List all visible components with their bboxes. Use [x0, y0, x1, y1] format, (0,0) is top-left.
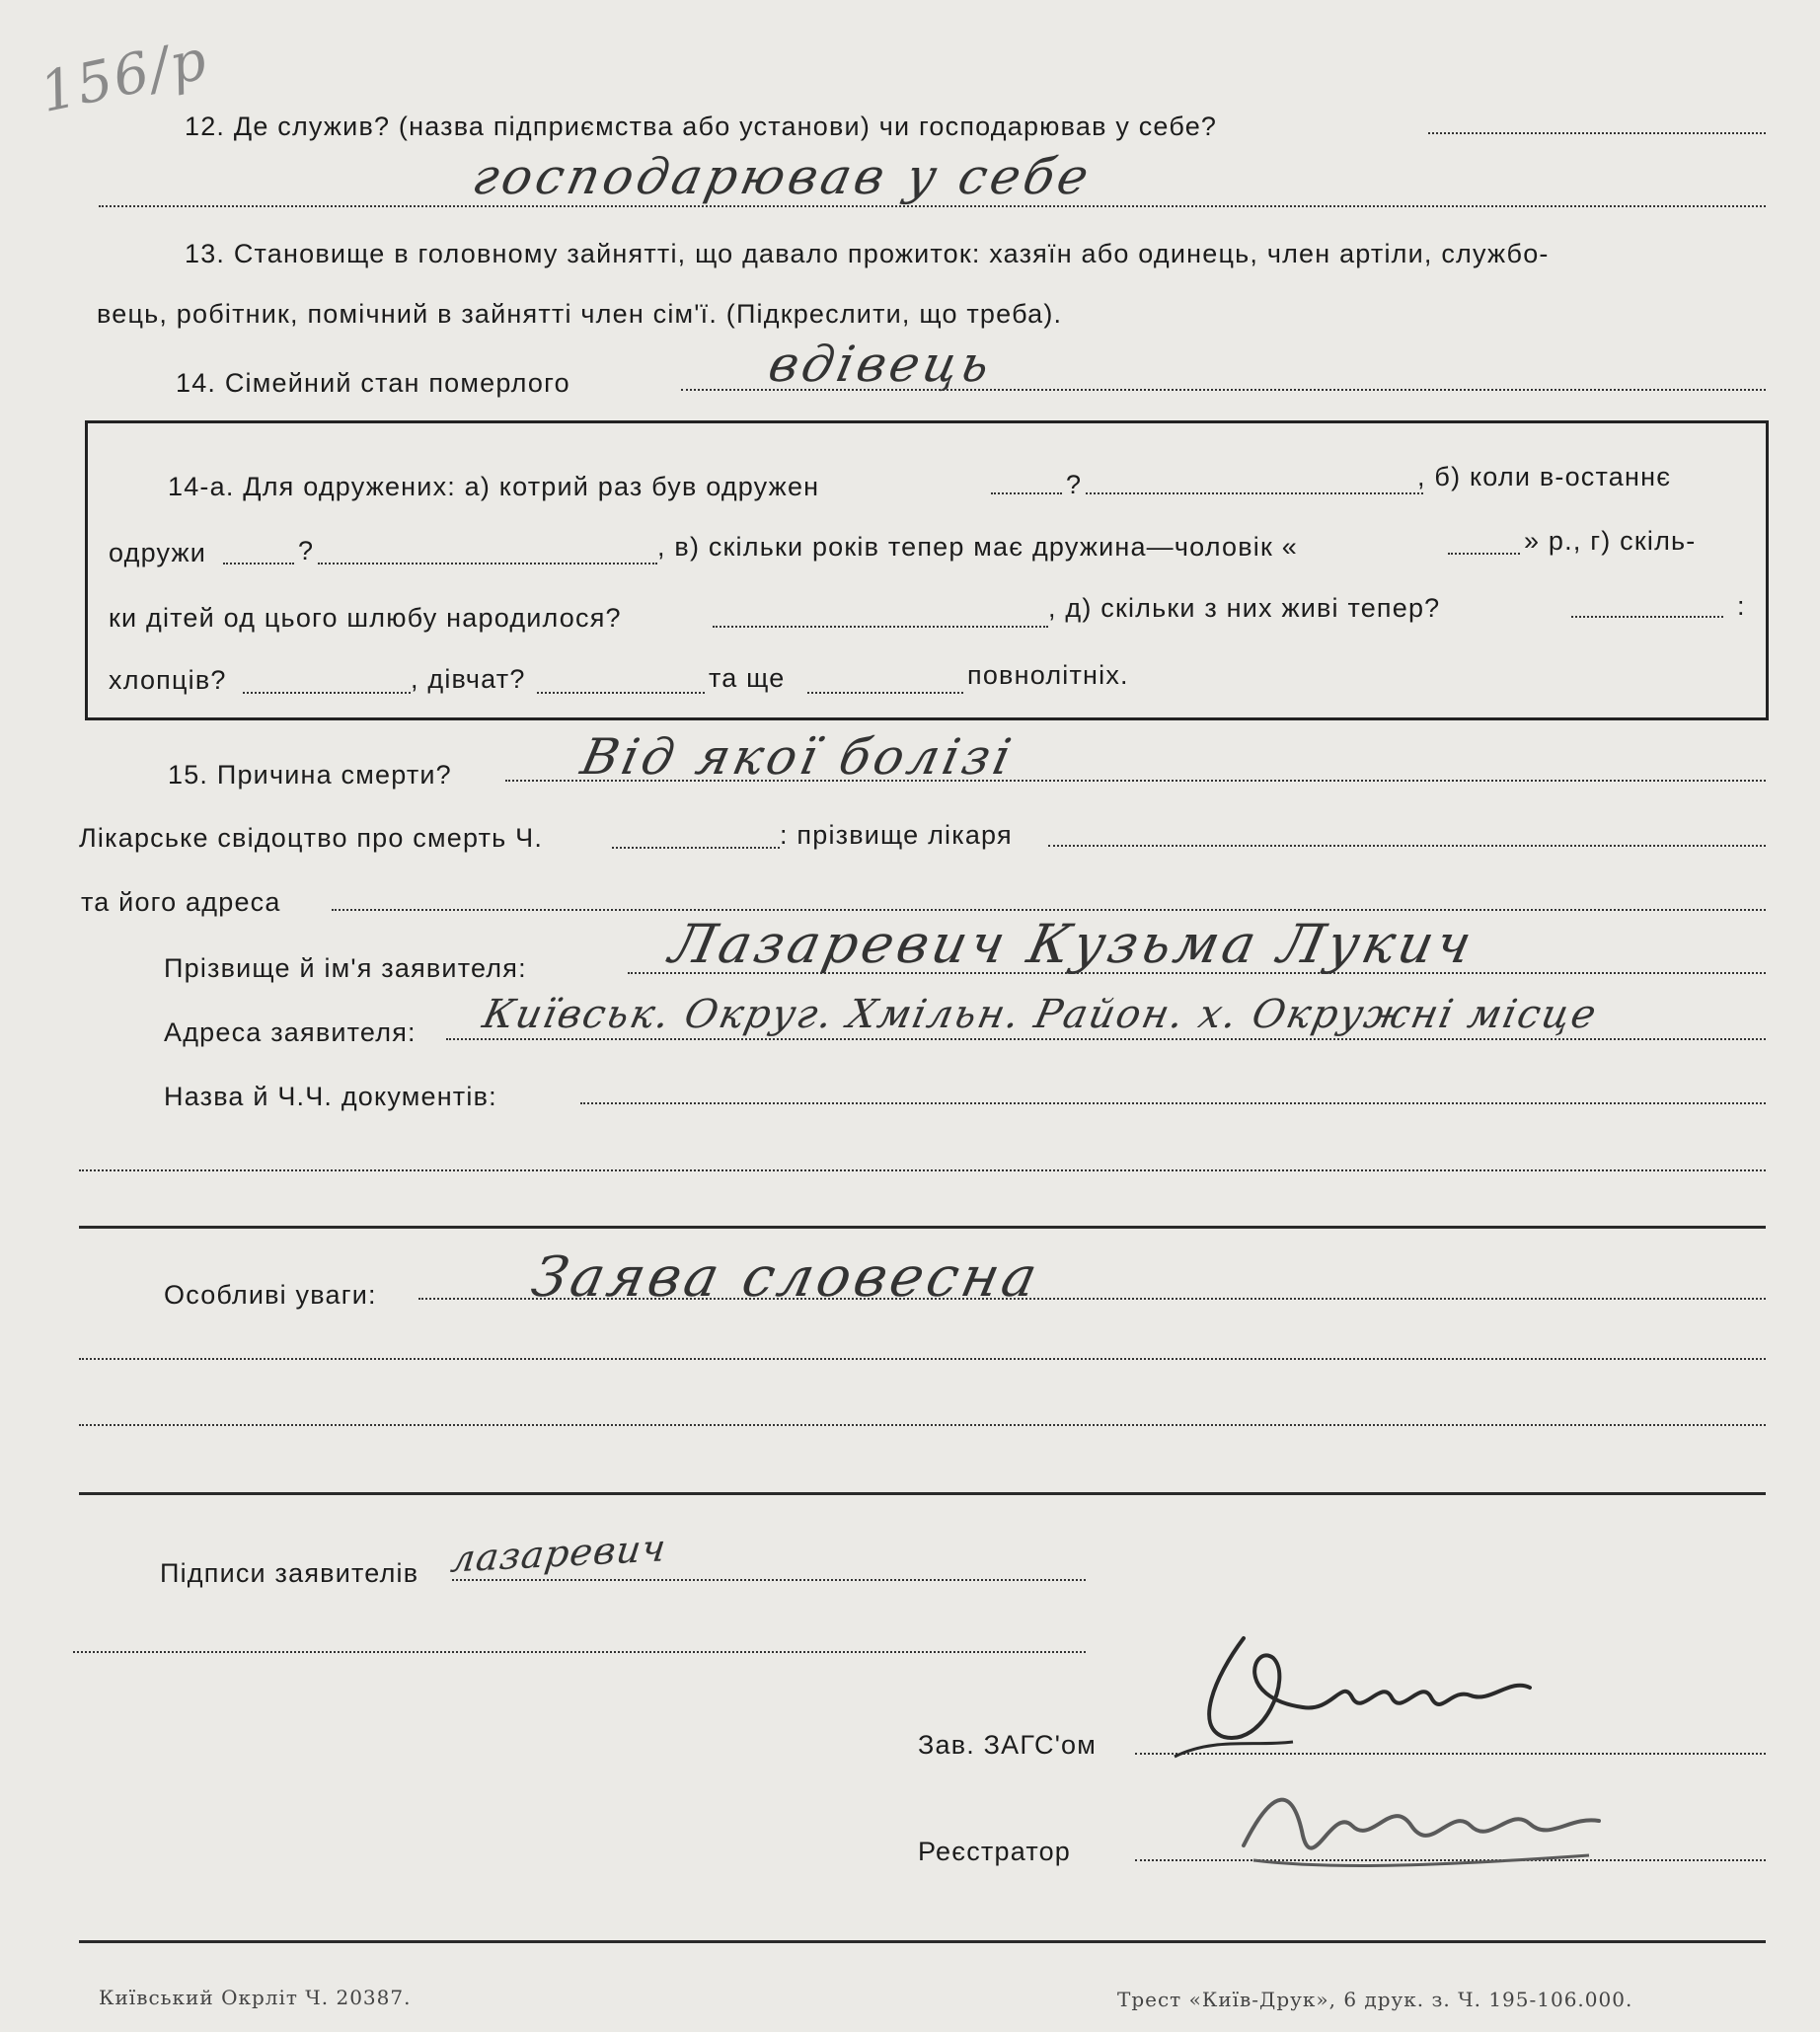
applicant-signatures-fill-2 [73, 1651, 1086, 1653]
q14a-fill-4 [318, 563, 657, 564]
divider-2 [79, 1492, 1766, 1495]
notes-fill-2 [79, 1358, 1766, 1360]
applicant-signatures-fill [452, 1579, 1086, 1581]
applicant-signatures-label: Підписи заявителів [160, 1558, 419, 1588]
q14a-fill-5 [1448, 553, 1520, 555]
q13-line2: вець, робітник, помічний в зайнятті член сім'ї. (Підкреслити, що треба). [97, 299, 1063, 329]
registrar-label: Реєстратор [918, 1837, 1072, 1866]
q12-answer-line [99, 205, 1766, 207]
q14a-fill-1 [991, 492, 1062, 494]
q14a-text-7: » р., г) скіль- [1524, 526, 1697, 556]
q14a-text-10: : [1737, 591, 1746, 621]
q14a-fill-8 [243, 692, 411, 694]
q14a-fill-10 [807, 692, 963, 694]
doctor-address-label: та його адреса [81, 887, 281, 917]
doctor-label: : прізвище лікаря [780, 820, 1013, 850]
q15-fill-line [505, 780, 1766, 782]
divider-1 [79, 1226, 1766, 1229]
q14a-text-5: ? [298, 536, 315, 565]
applicant-address-value: Київськ. Округ. Хмільн. Район. х. Окружні місце [479, 992, 1602, 1037]
notes-fill-3 [79, 1424, 1766, 1426]
applicant-signature: лазаревич [448, 1526, 669, 1581]
q14a-text-9: , д) скільки з них живі тепер? [1048, 593, 1441, 623]
documents-fill-2 [79, 1169, 1766, 1171]
applicant-name-value: Лазаревич Кузьма Лукич [664, 913, 1481, 975]
q12-label: 12. Де служив? (назва підприємства або установи) чи господарював у себе? [185, 112, 1218, 141]
zags-head-label: Зав. ЗАГС'ом [918, 1730, 1098, 1760]
q15-answer: Від якої болізі [575, 728, 1021, 786]
applicant-address-fill [446, 1038, 1766, 1040]
q14a-text-1: 14-а. Для одружених: а) котрий раз був одружен [168, 472, 820, 501]
documents-label: Назва й Ч.Ч. документів: [164, 1082, 497, 1111]
q14a-text-4: одружи [109, 538, 207, 567]
q14a-fill-7 [1571, 616, 1723, 618]
q15-label: 15. Причина смерти? [168, 760, 452, 790]
q14a-fill-3 [223, 563, 294, 564]
notes-fill [418, 1298, 1766, 1300]
q12-fill-line [1428, 132, 1766, 134]
q14-answer: вдівець [763, 336, 999, 393]
notes-value: Заява словесна [526, 1245, 1047, 1310]
q14-label: 14. Сімейний стан померлого [176, 368, 570, 398]
q14a-fill-2 [1086, 492, 1423, 494]
documents-fill [580, 1102, 1766, 1104]
applicant-name-label: Прізвище й ім'я заявителя: [164, 953, 527, 983]
medical-cert-label: Лікарське свідоцтво про смерть Ч. [79, 823, 544, 853]
applicant-address-label: Адреса заявителя: [164, 1017, 417, 1047]
q14a-text-8: ки дітей од цього шлюбу народилося? [109, 603, 622, 633]
footer-left: Київський Окрліт Ч. 20387. [99, 1986, 412, 2009]
doctor-address-fill [332, 909, 1766, 911]
q14-fill-line [681, 389, 1766, 391]
zags-head-signature [1155, 1618, 1550, 1776]
q14a-text-11: хлопців? [109, 665, 227, 695]
q14a-fill-9 [537, 692, 705, 694]
q14a-text-14: повнолітніх. [967, 660, 1129, 690]
footer-right: Трест «Київ-Друк», 6 друк. з. Ч. 195-106.000. [1117, 1988, 1633, 2011]
q14a-text-12: , дівчат? [411, 664, 526, 694]
q14a-fill-6 [713, 626, 1048, 628]
notes-label: Особливі уваги: [164, 1280, 377, 1310]
q13-line1: 13. Становище в головному зайнятті, що давало прожиток: хазяїн або одинець, член артіли, службо- [185, 239, 1550, 268]
margin-note: 156/р [35, 27, 214, 126]
bottom-rule [79, 1940, 1766, 1943]
medical-cert-fill [612, 847, 780, 849]
q14a-text-13: та ще [709, 663, 786, 693]
q12-answer: господарював у себе [467, 148, 1098, 205]
applicant-name-fill [628, 972, 1766, 974]
registrar-signature [1214, 1767, 1629, 1885]
q14a-text-6: , в) скільки років тепер має дружина—чоловік « [657, 532, 1298, 562]
q14a-text-3: , б) коли в-останнє [1417, 462, 1672, 491]
doctor-fill [1048, 845, 1766, 847]
q14a-text-2: ? [1066, 470, 1083, 499]
